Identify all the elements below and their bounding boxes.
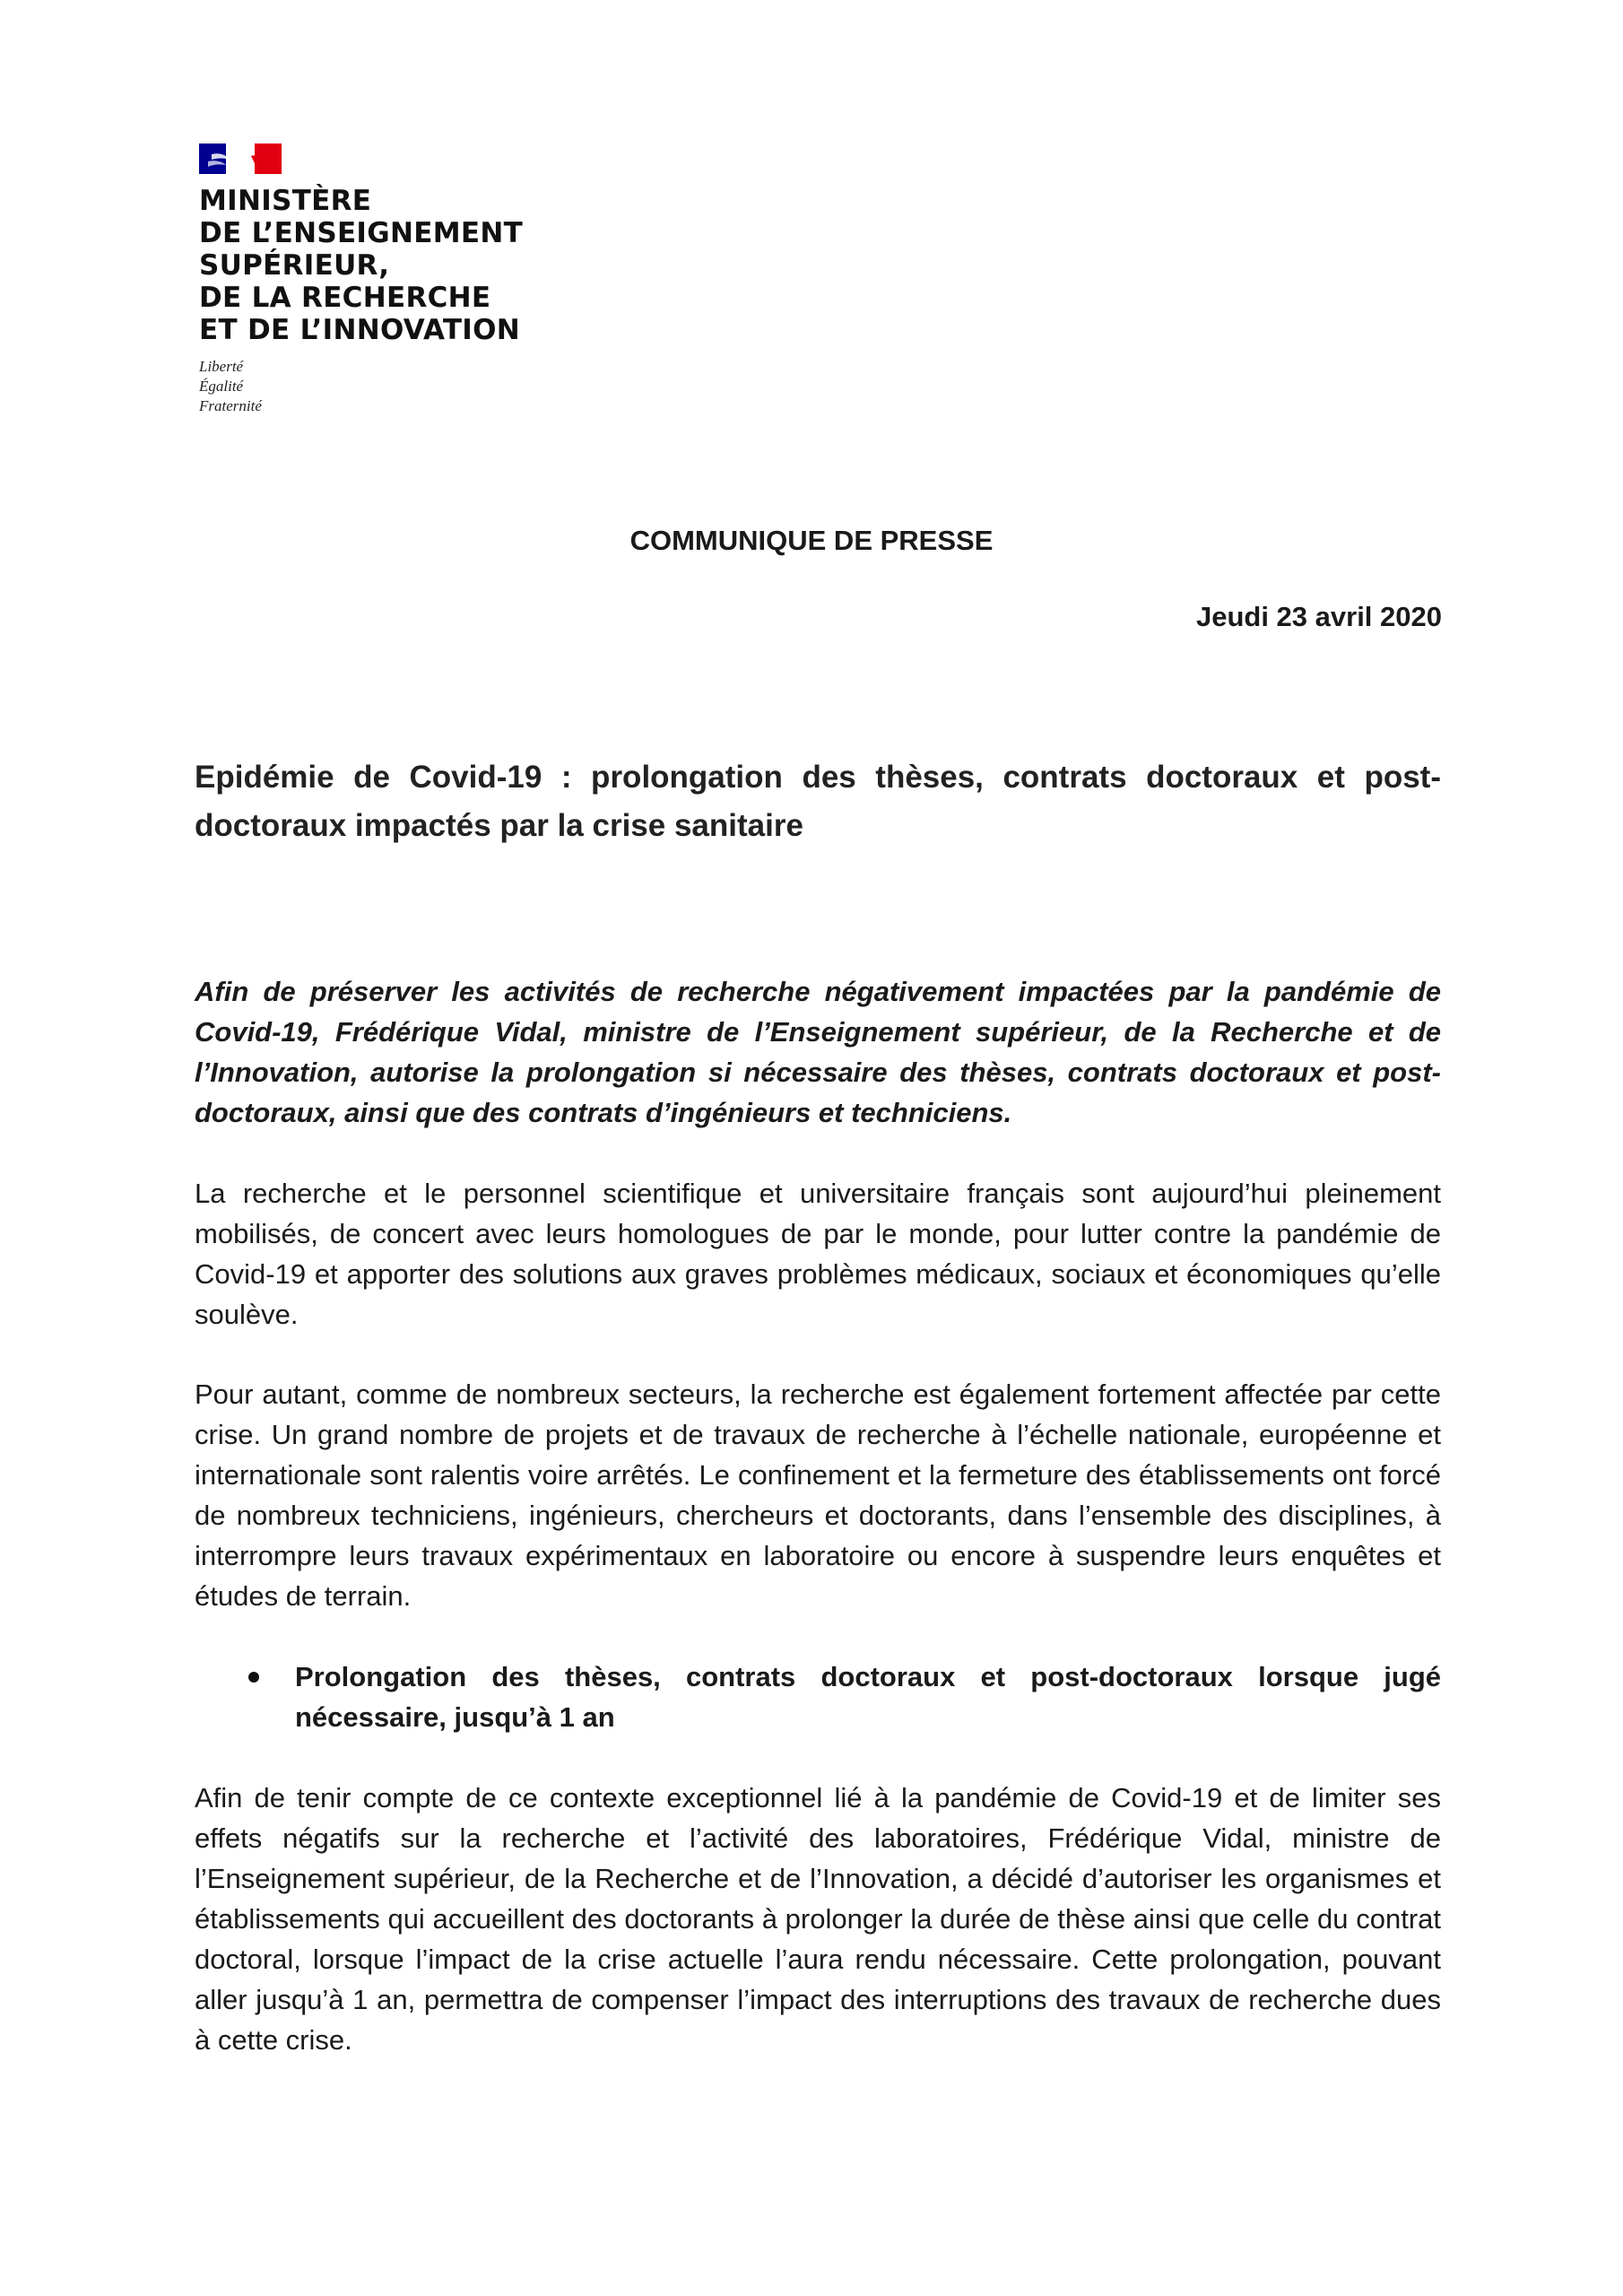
document-title: Epidémie de Covid-19 : prolongation des thèses, contrats doctoraux et post-doctoraux impactés par la crise sanitaire — [195, 760, 1441, 843]
document-type: COMMUNIQUE DE PRESSE — [629, 525, 994, 556]
body-paragraph: La recherche et le personnel scientifique et universitaire français sont aujourd’hui pleinement mobilisés, de concert avec leurs homologues de par le monde, pour lutter contre la pandémie de Covid-19 et apporter des solutions aux graves problèmes médicaux, sociaux et économiques qu’elle soulève. — [195, 1178, 1441, 1330]
ministry-logo — [199, 144, 576, 416]
body-paragraph: Afin de tenir compte de ce contexte exceptionnel lié à la pandémie de Covid-19 et de limiter ses effets négatifs sur la recherche et l’activité des laboratoires, Frédérique Vidal, ministre de l’Enseignement supérieur, de la Recherche et de l’Innovation, a décidé d’autoriser les organismes et établissements qui accueillent des doctorants à prolonger la durée de thèse ainsi que celle du contrat doctoral, lorsque l’impact de la crise actuelle l’aura rendu nécessaire. Cette prolongation, pouvant aller jusqu’à 1 an, permettra de compenser l’impact des interruptions des travaux de recherche dues à cette crise. — [195, 1782, 1441, 2056]
body-paragraph: Pour autant, comme de nombreux secteurs, la recherche est également fortement affectée par cette crise. Un grand nombre de projets et de travaux de recherche à l’échelle nationale, européenne et internationale sont ralentis voire arrêtés. Le confinement et la fermeture des établissements ont forcé de nombreux techniciens, ingénieurs, chercheurs et doctorants, dans l’ensemble des disciplines, à interrompre leurs travaux expérimentaux en laboratoire ou encore à suspendre leurs enquêtes et études de terrain. — [195, 1378, 1441, 1612]
ministry-line: SUPÉRIEUR, — [199, 249, 390, 282]
ministry-line: DE L’ENSEIGNEMENT — [199, 217, 524, 249]
bullet-text: Prolongation des thèses, contrats doctoraux et post-doctoraux lorsque jugé nécessaire, jusqu’à 1 an — [295, 1661, 1441, 1733]
motto-line: Égalité — [199, 378, 244, 395]
bullet-dot-icon — [248, 1672, 259, 1683]
bullet-item — [195, 1657, 1441, 1737]
ministry-line: MINISTÈRE — [199, 185, 372, 217]
ministry-name — [199, 185, 576, 346]
marianne-flag-icon — [199, 144, 282, 174]
document-date: Jeudi 23 avril 2020 — [1195, 601, 1442, 632]
ministry-line: ET DE L’INNOVATION — [199, 314, 521, 346]
motto-line: Liberté — [199, 358, 244, 375]
ministry-line: DE LA RECHERCHE — [199, 282, 491, 314]
republic-motto — [199, 357, 576, 416]
lead-paragraph: Afin de préserver les activités de recherche négativement impactées par la pandémie de Covid-19, Frédérique Vidal, ministre de l’Enseignement supérieur, de la Recherche et de l’Innovation, autorise la prolongation si nécessaire des thèses, contrats doctoraux et post-doctoraux, ainsi que des contrats d’ingénieurs et techniciens. — [195, 976, 1441, 1128]
motto-line: Fraternité — [199, 397, 262, 414]
